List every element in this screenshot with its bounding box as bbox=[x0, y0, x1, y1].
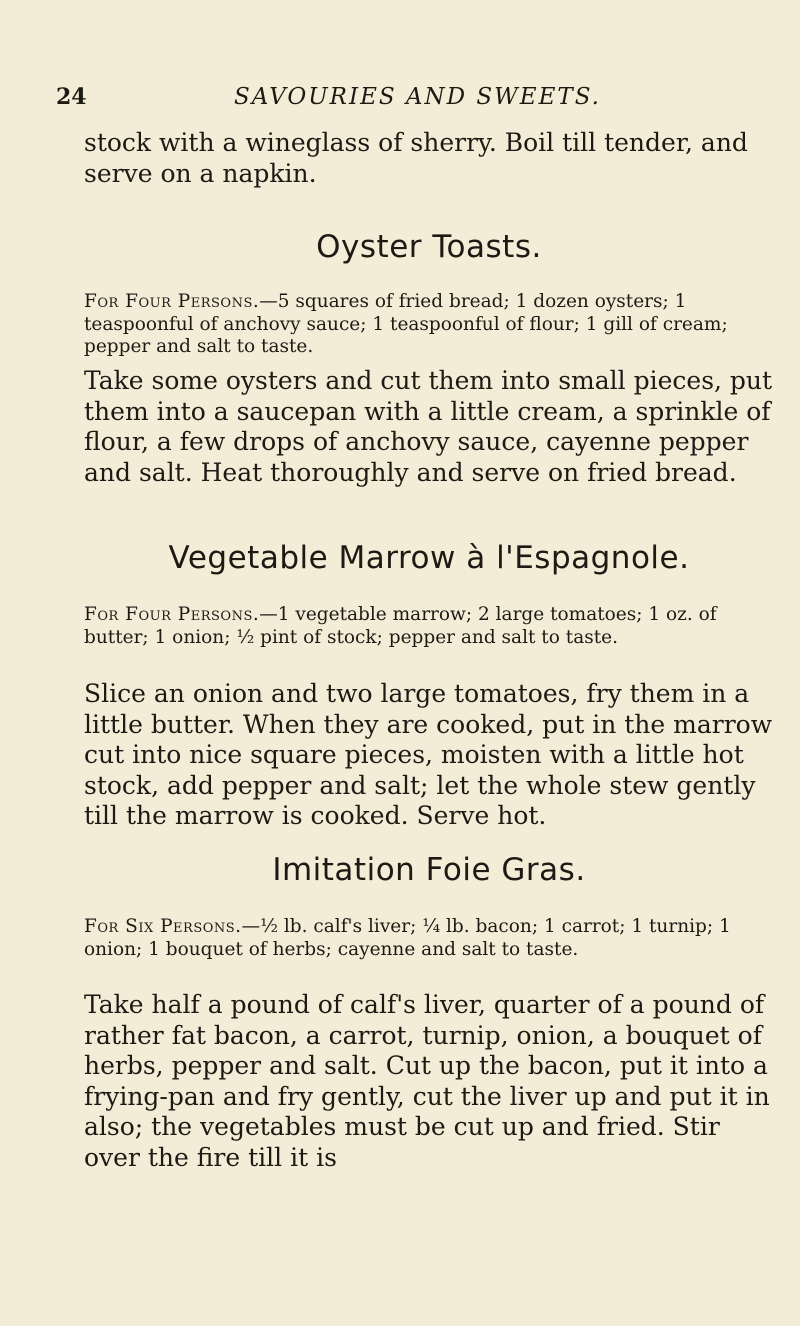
recipe-title: Oyster Toasts. bbox=[316, 229, 542, 265]
recipe-title: Vegetable Marrow à l'Espagnole. bbox=[168, 540, 690, 576]
ingredients-list: —5 squares of fried bread; 1 dozen oysters; 1 teaspoonful of anchovy sauce; 1 teaspoonful of flour; 1 gill of cream; pepper and salt to taste. bbox=[84, 291, 728, 357]
recipe-ingredients bbox=[84, 604, 774, 649]
ingredients-lead: For Six Persons. bbox=[84, 916, 242, 937]
recipe-method: Slice an onion and two large tomatoes, fry them in a little butter. When they are cooked, put in the marrow cut into nice square pieces, moisten with a little hot stock, add pepper and salt; let the whole stew gently till the marrow is cooked. Serve hot. bbox=[84, 679, 773, 830]
page-number: 24 bbox=[56, 84, 87, 110]
ingredients-lead: For Four Persons. bbox=[84, 604, 260, 625]
recipe-title: Imitation Foie Gras. bbox=[272, 852, 586, 888]
ingredients-lead: For Four Persons. bbox=[84, 291, 260, 312]
page-header bbox=[56, 84, 760, 114]
running-title: SAVOURIES AND SWEETS. bbox=[234, 84, 601, 110]
ingredients-list: —½ lb. calf's liver; ¼ lb. bacon; 1 carrot; 1 turnip; 1 onion; 1 bouquet of herbs; cayenne and salt to taste. bbox=[84, 916, 731, 960]
ingredients-list: —1 vegetable marrow; 2 large tomatoes; 1 oz. of butter; 1 onion; ½ pint of stock; pepper and salt to taste. bbox=[84, 604, 717, 648]
recipe-method: Take half a pound of calf's liver, quarter of a pound of rather fat bacon, a carrot, turnip, onion, a bouquet of herbs, pepper and salt. Cut up the bacon, put it into a frying-pan and fry gently, cut the liver up and put it in also; the vegetables must be cut up and fried. Stir over the fire till it is bbox=[84, 990, 770, 1172]
recipe-ingredients bbox=[84, 291, 774, 359]
intro-paragraph: stock with a wineglass of sherry. Boil till tender, and serve on a napkin. bbox=[84, 128, 748, 188]
recipe-ingredients bbox=[84, 916, 774, 961]
recipe-method: Take some oysters and cut them into small pieces, put them into a saucepan with a little cream, a sprinkle of flour, a few drops of anchovy sauce, cayenne pepper and salt. Heat thoroughly and serve on fried bread. bbox=[84, 366, 773, 487]
